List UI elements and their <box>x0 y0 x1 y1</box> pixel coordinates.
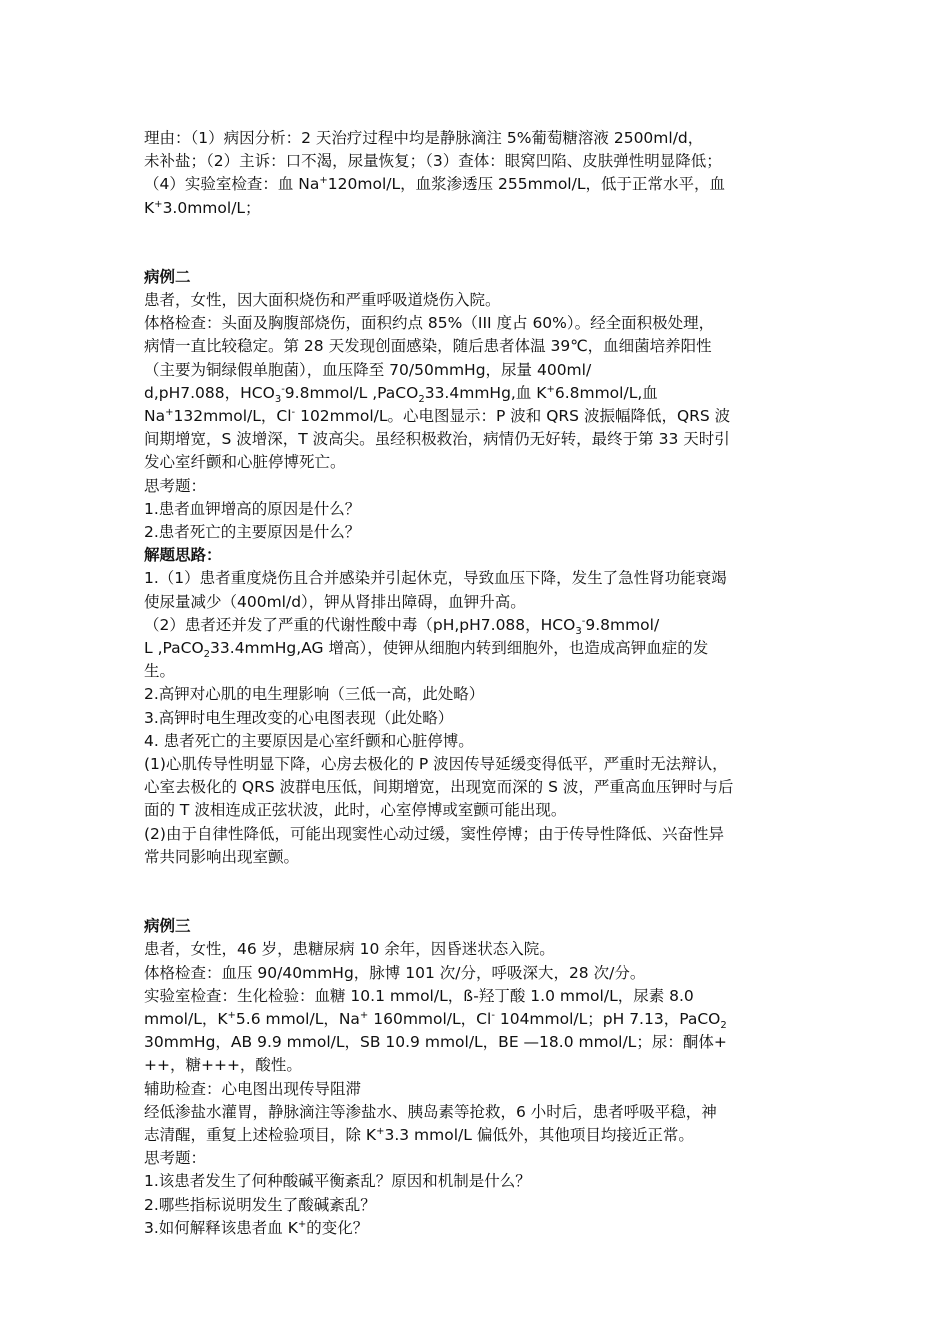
reason-line-2: 未补盐；（2）主诉：口不渴，尿量恢复；（3）查体：眼窝凹陷、皮肤弹性明显降低； <box>144 152 722 171</box>
case3-intro: 患者，女性，46 岁，患糖尿病 10 余年，因昏迷状态入院。 <box>144 940 555 959</box>
case3-lab-2: mmol/L，K+5.6 mmol/L，Na+ 160mmol/L，Cl- 104mmol/L；pH 7.13，PaCO$_2$ <box>144 1009 727 1031</box>
case3-lab-4: ++，糖+++，酸性。 <box>144 1056 302 1075</box>
case2-question-title: 思考题： <box>144 476 207 495</box>
case2-intro: 患者，女性，因大面积烧伤和严重呼吸道烧伤入院。 <box>144 291 501 310</box>
case3-question-3: 3.如何解释该患者血 K+的变化？ <box>144 1218 369 1237</box>
case2-answer-11: 面的 T 波相连成正弦状波，此时，心室停博或室颤可能出现。 <box>144 801 567 820</box>
case2-answer-4: L ,PaCO$_2$33.4mmHg,AG 增高），使钾从细胞内转到细胞外，也造成高钾血症的发 <box>144 639 709 661</box>
case2-answer-7: 3.高钾时电生理改变的心电图表现（此处略） <box>144 708 454 727</box>
case2-answer-12: (2)由于自律性降低，可能出现窦性心动过缓，窦性停博；由于传导性降低、兴奋性异 <box>144 824 724 843</box>
case2-answer-3: （2）患者还并发了严重的代谢性酸中毒（pH,pH7.088，$HCO_3^-9.8mmol/$ <box>144 615 660 637</box>
case2-exam-2: 病情一直比较稳定。第 28 天发现创面感染，随后患者体温 39℃，血细菌培养阳性 <box>144 337 712 356</box>
case3-exam: 体格检查：血压 90/40mmHg，脉博 101 次/分，呼吸深大，28 次/分。 <box>144 963 646 982</box>
case3-aux-exam: 辅助检查：心电图出现传导阻滞 <box>144 1079 362 1098</box>
case2-answer-9: (1)心肌传导性明显下降，心房去极化的 P 波因传导延缓变得低平，严重时无法辩认， <box>144 755 728 774</box>
case3-question-1: 1.该患者发生了何种酸碱平衡紊乱？原因和机制是什么？ <box>144 1172 531 1191</box>
case2-answer-5: 生。 <box>144 662 176 681</box>
case3-title: 病例三 <box>144 917 191 936</box>
case3-treatment-2: 志清醒，重复上述检验项目，除 K+3.3 mmol/L 偏低外，其他项目均接近正常。 <box>144 1125 694 1144</box>
case2-question-2: 2.患者死亡的主要原因是什么？ <box>144 523 361 542</box>
case3-treatment-1: 经低渗盐水灌胃，静脉滴注等渗盐水、胰岛素等抢救，6 小时后，患者呼吸平稳，神 <box>144 1102 717 1121</box>
case2-exam-7: 发心室纤颤和心脏停博死亡。 <box>144 453 346 472</box>
case2-answer-title: 解题思路： <box>144 546 222 565</box>
case2-answer-10: 心室去极化的 QRS 波群电压低，间期增宽，出现宽而深的 S 波，严重高血压钾时与后 <box>144 778 734 797</box>
case2-answer-6: 2.高钾对心肌的电生理影响（三低一高，此处略） <box>144 685 485 704</box>
case2-exam-3: （主要为铜绿假单胞菌），血压降至 70/50mmHg，尿量 400ml/ <box>144 360 592 379</box>
case2-answer-2: 使尿量减少（400ml/d），钾从肾排出障碍，血钾升高。 <box>144 592 526 611</box>
case2-answer-8: 4. 患者死亡的主要原因是心室纤颤和心脏停博。 <box>144 731 474 750</box>
document-page <box>144 127 814 1240</box>
case2-answer-13: 常共同影响出现室颤。 <box>144 847 300 866</box>
case2-exam-1: 体格检查：头面及胸腹部烧伤，面积约点 85%（III 度占 60%）。经全面积极处理， <box>144 314 715 333</box>
reason-line-4: K+3.0mmol/L； <box>144 198 261 217</box>
case2-exam-5: Na+132mmol/L，Cl- 102mmol/L。心电图显示：P 波和 QRS 波振幅降低，QRS 波 <box>144 406 731 426</box>
case2-exam-6: 间期增宽，S 波增深，T 波高尖。虽经积极救治，病情仍无好转，最终于第 33 天时引 <box>144 430 730 449</box>
case3-lab-3: 30mmHg，AB 9.9 mmol/L，SB 10.9 mmol/L，BE —18.0 mmol/L；尿：酮体+ <box>144 1033 727 1052</box>
reason-line-3: （4）实验室检查：血 Na+120mol/L，血浆渗透压 255mmol/L，低于正常水平，血 <box>144 175 725 194</box>
case2-answer-1: 1.（1）患者重度烧伤且合并感染并引起休克，导致血压下降，发生了急性肾功能衰竭 <box>144 569 727 588</box>
case3-lab-1: 实验室检查：生化检验：血糖 10.1 mmol/L，ß-羟丁酸 1.0 mmol/L，尿素 8.0 <box>144 986 694 1005</box>
case2-title: 病例二 <box>144 267 191 286</box>
case3-question-title: 思考题： <box>144 1149 207 1168</box>
reason-line-1: 理由：（1）病因分析：2 天治疗过程中均是静脉滴注 5%葡萄糖溶液 2500ml/d， <box>144 129 704 147</box>
case3-question-2: 2.哪些指标说明发生了酸碱紊乱？ <box>144 1195 376 1214</box>
case2-exam-4: d,pH7.088，$HCO_3^-9.8mmol/L$ ,PaCO$_2$33.4mmHg,血 K+6.8mmol/L,血 <box>144 383 658 405</box>
case2-question-1: 1.患者血钾增高的原因是什么？ <box>144 499 361 518</box>
